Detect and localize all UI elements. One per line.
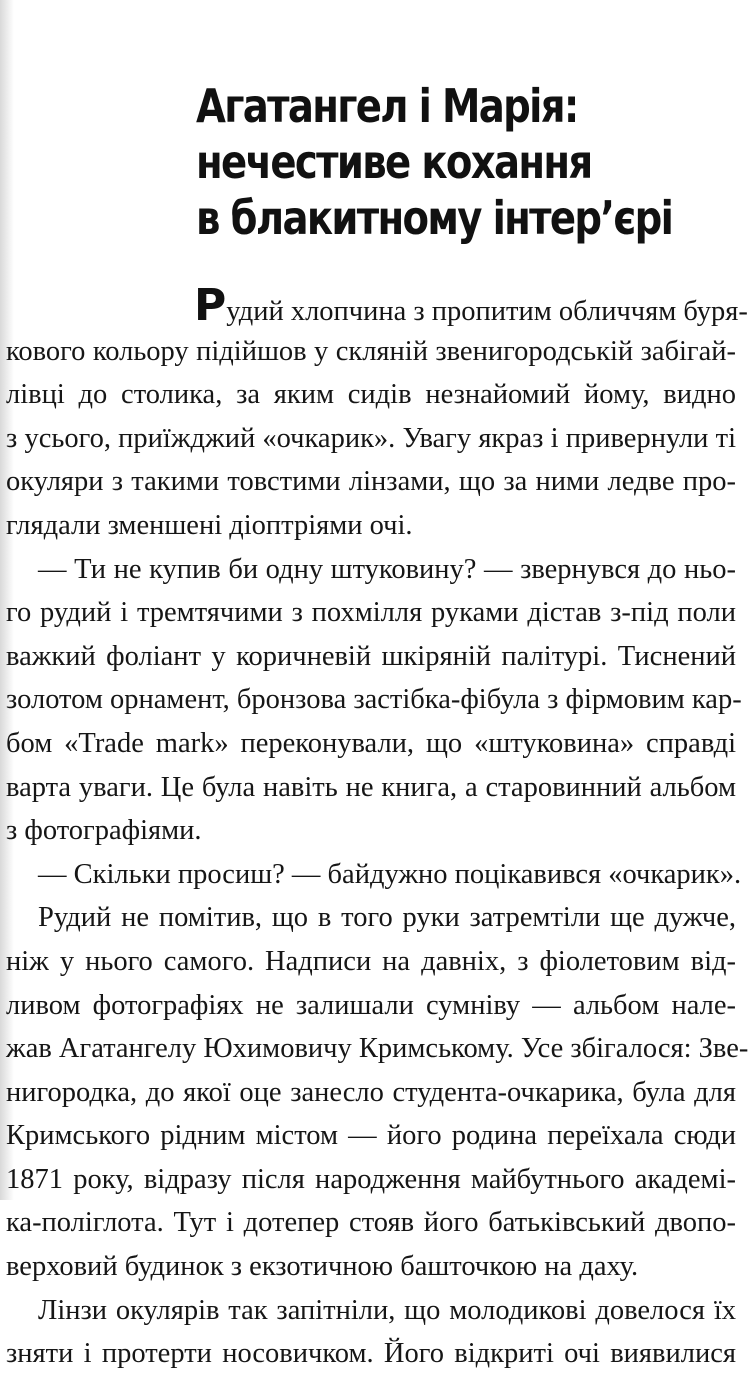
text-line: зняти і протерти носовичком. Його відкриті очі виявилися: [6, 1338, 736, 1370]
text-line: го рудий і тремтячими з похмілля руками дістав з-під поли: [6, 597, 736, 629]
text-line: кового кольору підійшов у скляній звенигородській забігай-: [6, 335, 736, 367]
chapter-title-line: в блакитному інтер’єрі: [196, 191, 673, 245]
text-line: ніж у нього самого. Надписи на давніх, з фіолетовим від-: [6, 945, 736, 977]
text-line: золотом орнамент, бронзова застібка-фібула з фірмовим кар-: [6, 684, 742, 716]
text-line: окуляри з такими товстими лінзами, що за ними ледве про-: [6, 466, 736, 498]
text-line: ливом фотографіях не залишали сумніву — альбом нале-: [6, 989, 736, 1021]
chapter-title-line: Агатангел і Марія:: [196, 79, 578, 133]
drop-cap: Р: [194, 280, 227, 331]
text-line: бом «Trade mark» переконували, що «штуковина» справді: [6, 727, 736, 759]
text-line: Лінзи окулярів так запітніли, що молодикові довелося їх: [38, 1294, 736, 1326]
chapter-title-line: нечестиве кохання: [196, 135, 592, 189]
text-line: нигородка, до якої оце занесло студента-очкарика, була для: [6, 1076, 736, 1108]
text-line: жав Агатангелу Юхимовичу Кримському. Усе збігалося: Зве-: [6, 1033, 748, 1065]
text-line: 1871 року, відразу після народження майбутнього академі-: [6, 1163, 736, 1195]
chapter-title: [196, 78, 672, 246]
text-line-rest: удий хлопчина з пропитим обличчям буря-: [226, 296, 748, 327]
text-line: важкий фоліант у коричневій шкіряній палітурі. Тиснений: [6, 640, 736, 672]
text-line: — Ти не купив би одну штуковину? — звернувся до ньо-: [38, 553, 736, 585]
text-line: — Скільки просиш? — байдужно поцікавився «очкарик».: [38, 858, 742, 890]
text-line: з фотографіями.: [6, 815, 202, 847]
text-line: Кримського рідним містом — його родина переїхала сюди: [6, 1120, 736, 1152]
text-line: варта уваги. Це була навіть не книга, а старовинний альбом: [6, 771, 736, 803]
text-line: лівці до столика, за яким сидів незнайомий йому, видно: [6, 379, 736, 411]
text-line: з усього, приїжджий «очкарик». Увагу якраз і привернули ті: [6, 422, 736, 454]
text-line: ка-поліглота. Тут і дотепер стояв його батьківський двопо-: [6, 1207, 736, 1239]
text-line: глядали зменшені діоптріями очі.: [6, 509, 413, 541]
text-line: [6, 280, 748, 331]
text-line: Рудий не помітив, що в того руки затремтіли ще дужче,: [38, 902, 736, 934]
text-line: верховий будинок з екзотичною башточкою на даху.: [6, 1251, 639, 1283]
chapter-body-text: [6, 280, 748, 1376]
